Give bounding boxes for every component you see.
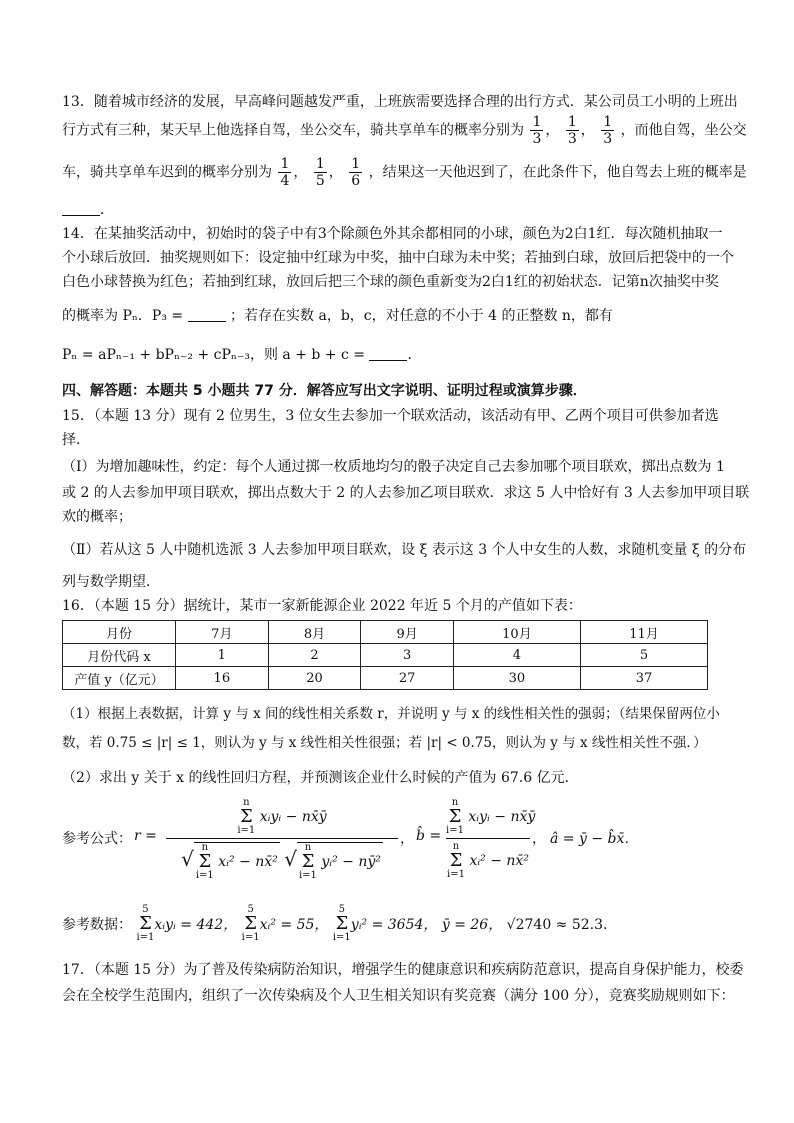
ref-data-item: xᵢ² = 55， xyxy=(259,917,329,933)
section-heading: 四、解答题：本题共 5 小题共 77 分．解答应写出文字说明、证明过程或演算步骤． xyxy=(62,383,587,399)
answer-blank[interactable] xyxy=(188,307,226,322)
q14-line-4 xyxy=(62,306,613,326)
summation-symbol: n Σ i=1 xyxy=(446,797,464,836)
table-cell: 11月 xyxy=(580,621,707,644)
q14-line-4-tail: ；若存在实数 a，b，c，对任意的不小于 4 的正整数 n，都有 xyxy=(230,308,613,324)
q15-line-1: 15．（本题 13 分）现有 2 位男生，3 位女生去参加一个联欢活动，该活动有甲、乙两个项目可供参加者选 xyxy=(62,408,719,424)
table-cell: 8月 xyxy=(268,621,361,644)
table-cell: 20 xyxy=(268,667,361,690)
table-cell: 30 xyxy=(453,667,580,690)
q16-part-1-line-1: （1）根据上表数据，计算 y 与 x 间的线性相关系数 r，并说明 y 与 x 的线性相关性的强弱；（结果保留两位小 xyxy=(62,706,720,722)
correlation-formula: n Σ i=1 xᵢyᵢ − nx̄ȳ √ n Σ i=1 xᵢ² − nx̄² √ n Σ i=1 yᵢ² − nȳ² xyxy=(166,798,398,881)
ref-data-item: yᵢ² = 3654， xyxy=(350,917,438,933)
summation-symbol: 5 Σ i=1 xyxy=(332,904,351,943)
fraction-1-4: $\frac{1}{4}$ xyxy=(280,156,290,189)
fraction-1-3: $\frac{1}{3}$ xyxy=(567,114,577,147)
q15-line-6: （Ⅱ）若从这 5 人中随机选派 3 人去参加甲项目联欢，设 ξ 表示这 3 个人中女生的人数，求随机变量 ξ 的分布 xyxy=(62,542,747,558)
q14-line-1: 14．在某抽奖活动中，初始时的袋子中有3个除颜色外其余都相同的小球，颜色为2白1红．每次随机抽取一 xyxy=(62,226,723,242)
fraction-1-6: $\frac{1}{6}$ xyxy=(351,156,361,189)
q16-part-1-line-2: 数，若 0.75 ≤ |r| ≤ 1，则认为 y 与 x 线性相关性很强；若 |r| < 0.75，则认为 y 与 x 线性相关性不强．） xyxy=(62,735,707,751)
q13-answer-line: ． xyxy=(62,200,114,220)
q13-line-3-text: 车，骑共享单车迟到的概率分别为 xyxy=(62,164,272,181)
data-table xyxy=(62,620,708,690)
summation-symbol: n Σ i=1 xyxy=(447,841,465,880)
q14-line-5-text: Pₙ = aPₙ₋₁ + bPₙ₋₂ + cPₙ₋₃，则 a + b + c = xyxy=(62,347,365,363)
fraction-1-3: $\frac{1}{3}$ xyxy=(603,114,613,147)
slope-formula: n Σ i=1 xᵢyᵢ − nx̄ȳ n Σ i=1 xᵢ² − nx̄² xyxy=(446,797,536,880)
q16-line-1: 16．（本题 15 分）据统计，某市一家新能源企业 2022 年近 5 个月的产值如下表： xyxy=(62,598,582,614)
summation-symbol: n Σ i=1 xyxy=(298,842,317,881)
q16-part-2: （2）求出 y 关于 x 的线性回归方程，并预测该企业什么时候的产值为 67.6 亿元． xyxy=(62,770,579,786)
q13-line-1: 13．随着城市经济的发展，早高峰问题越发严重，上班族需要选择合理的出行方式．某公司员工小明的上班出 xyxy=(62,94,738,110)
table-cell: 9月 xyxy=(361,621,454,644)
q13-line-2-text: 行方式有三种，某天早上他选择自驾，坐公交车，骑共享单车的概率分别为 xyxy=(62,122,524,139)
summation-symbol: n Σ i=1 xyxy=(195,842,214,881)
table-cell: 3 xyxy=(361,644,454,667)
table-cell: 1 xyxy=(176,644,269,667)
reference-data xyxy=(62,905,617,945)
table-cell: 27 xyxy=(361,667,454,690)
table-cell: 5 xyxy=(580,644,707,667)
answer-blank[interactable] xyxy=(369,346,407,361)
q13-line-2: 行方式有三种，某天早上他选择自驾，坐公交车，骑共享单车的概率分别为 $\frac{1}{3}$ ， $\frac{1}{3}$ ， $\frac{1}{3}$ ，而他自驾，坐公交 xyxy=(62,114,747,147)
q14-line-2: 个小球后放回．抽奖规则如下：设定抽中红球为中奖，抽中白球为未中奖；若抽到白球，放回后把袋中的一个 xyxy=(62,250,734,266)
intercept-formula: â = ȳ − b̂x̄． xyxy=(550,831,639,847)
answer-blank[interactable] xyxy=(62,201,100,216)
ref-data-label: 参考数据： xyxy=(62,917,132,933)
summation-symbol: 5 Σ i=1 xyxy=(241,904,260,943)
table-row-header: 月份 xyxy=(63,621,176,644)
table-row xyxy=(63,667,708,690)
q15-line-5: 欢的概率； xyxy=(62,509,132,525)
ref-data-item: √2740 ≈ 52.3． xyxy=(506,917,618,933)
fraction-1-5: $\frac{1}{5}$ xyxy=(315,156,325,189)
table-cell: 37 xyxy=(580,667,707,690)
q15-line-2: 择． xyxy=(62,432,90,448)
q13-line-3-tail: ，结果这一天他迟到了，在此条件下，他自驾去上班的概率是 xyxy=(368,164,747,181)
fraction-1-3: $\frac{1}{3}$ xyxy=(532,114,542,147)
table-row-header: 产值 y（亿元） xyxy=(63,667,176,690)
table-row xyxy=(63,621,708,644)
q14-line-5: Pₙ = aPₙ₋₁ + bPₙ₋₂ + cPₙ₋₃，则 a + b + c = ． xyxy=(62,347,422,363)
q14-line-3: 白色小球替换为红色；若抽到红球，放回后把三个球的颜色重新变为2白1红的初始状态．记第n次抽奖中奖 xyxy=(62,274,719,290)
formula-label: 参考公式： xyxy=(62,831,132,847)
q17-line-2: 会在全校学生范围内，组织了一次传染病及个人卫生相关知识有奖竞赛（满分 100 分），竞赛奖励规则如下： xyxy=(62,988,735,1004)
q15-line-4: 或 2 的人去参加甲项目联欢，掷出点数大于 2 的人去参加乙项目联欢．求这 5 人中恰好有 3 人去参加甲项目联 xyxy=(62,485,750,501)
q15-line-3: （Ⅰ）为增加趣味性，约定：每个人通过掷一枚质地均匀的骰子决定自己去参加哪个项目联欢，掷出点数为 1 xyxy=(62,459,725,475)
q13-line-2-tail: ，而他自驾，坐公交 xyxy=(620,122,747,139)
q15-line-7: 列与数学期望． xyxy=(62,574,160,590)
ref-data-item: ȳ = 26， xyxy=(441,917,503,933)
table-cell: 2 xyxy=(268,644,361,667)
table-row-header: 月份代码 x xyxy=(63,644,176,667)
table-cell: 4 xyxy=(453,644,580,667)
q17-line-1: 17．（本题 15 分）为了普及传染病防治知识，增强学生的健康意识和疾病防范意识，提高自身保护能力，校委 xyxy=(62,962,744,978)
summation-symbol: 5 Σ i=1 xyxy=(136,904,155,943)
table-cell: 16 xyxy=(176,667,269,690)
summation-symbol: n Σ i=1 xyxy=(237,797,256,836)
q14-line-4-text: 的概率为 Pₙ．P₃ = xyxy=(62,308,184,324)
ref-data-item: xᵢyᵢ = 442， xyxy=(154,917,238,933)
table-cell: 7月 xyxy=(176,621,269,644)
q13-line-3: 车，骑共享单车迟到的概率分别为 $\frac{1}{4}$ ， $\frac{1}{5}$ ， $\frac{1}{6}$ ，结果这一天他迟到了，在此条件下，他自驾去上班的概率是 xyxy=(62,156,747,189)
table-cell: 10月 xyxy=(453,621,580,644)
reference-formula: 参考公式： r = n Σ i=1 xᵢyᵢ − nx̄ȳ √ n Σ i=1 xᵢ² − nx̄² √ n Σ i=1 yᵢ² − nȳ² ， b̂ = n Σ i=1 xᵢyᵢ − nx̄ȳ n Σ i=1 xᵢ² − nx̄² ， â = ȳ − b̂x̄． xyxy=(62,797,639,881)
table-row xyxy=(63,644,708,667)
